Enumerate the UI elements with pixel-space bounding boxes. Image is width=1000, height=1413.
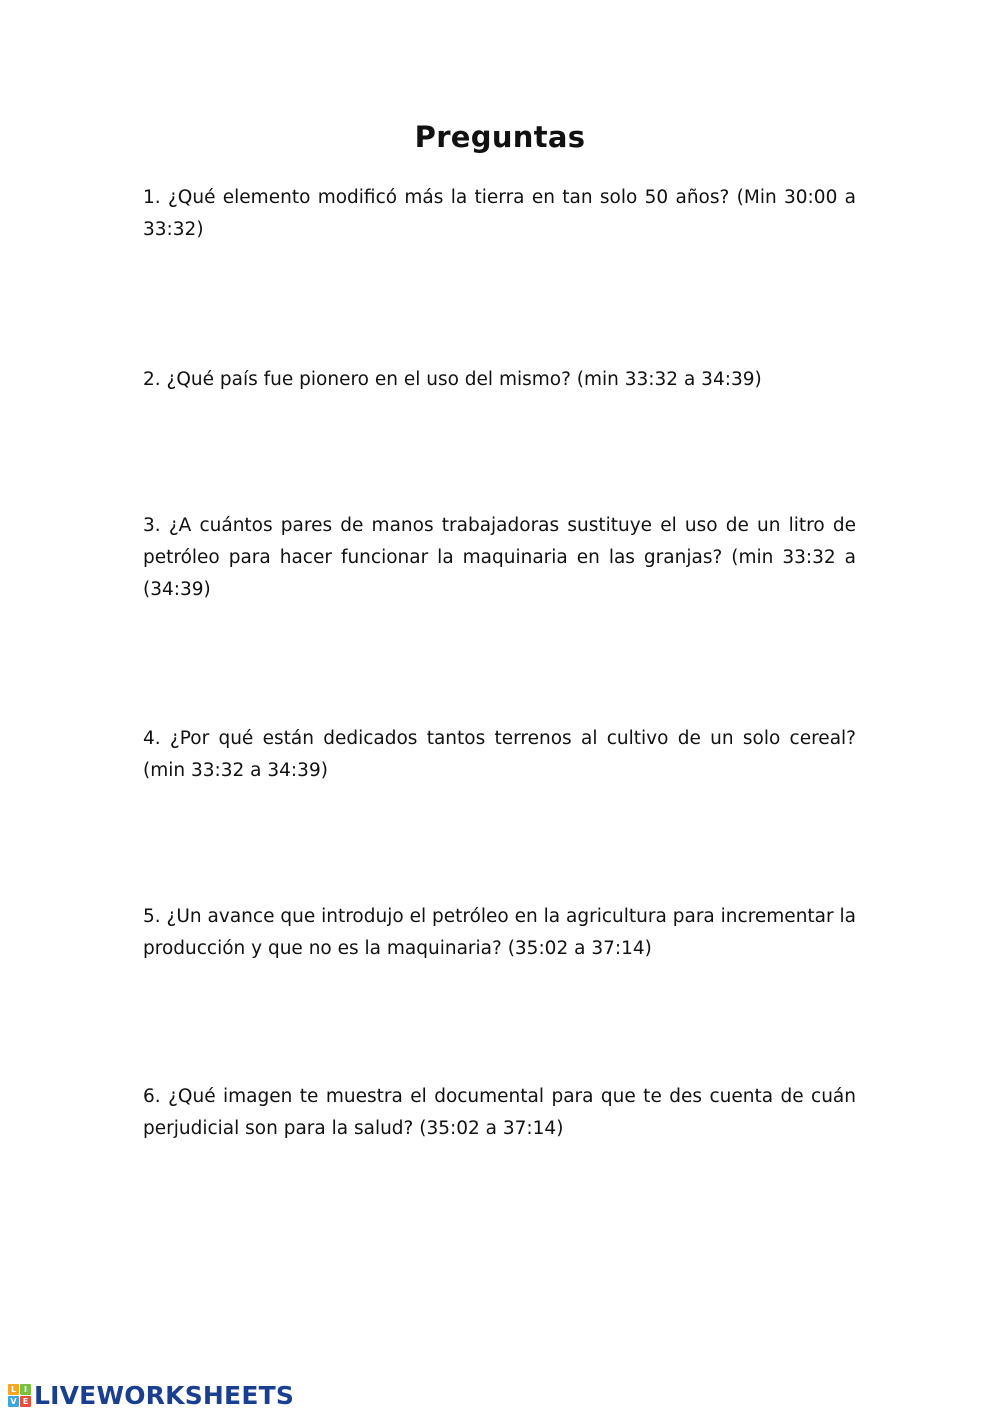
- question-2: 2. ¿Qué país fue pionero en el uso del mismo? (min 33:32 a 34:39): [143, 369, 762, 390]
- question-5: 5. ¿Un avance que introdujo el petróleo en la agricultura para incrementar la producción y que no es la maquinaria? (35:02 a 37:14): [143, 906, 856, 959]
- liveworksheets-logo[interactable]: [8, 1380, 294, 1410]
- logo-cell: V: [8, 1396, 19, 1407]
- page-title: Preguntas: [414, 120, 586, 154]
- logo-cell: E: [20, 1396, 31, 1407]
- logo-cell: L: [8, 1384, 19, 1395]
- question-4: 4. ¿Por qué están dedicados tantos terrenos al cultivo de un solo cereal? (min 33:32 a 34:39): [143, 728, 856, 781]
- logo-cell: I: [20, 1384, 31, 1395]
- logo-text: LIVEWORKSHEETS: [34, 1380, 295, 1410]
- question-3: 3. ¿A cuántos pares de manos trabajadoras sustituye el uso de un litro de petróleo para hacer funcionar la maquinaria en las granjas? (min 33:32 a (34:39): [143, 515, 856, 600]
- question-1: 1. ¿Qué elemento modificó más la tierra en tan solo 50 años? (Min 30:00 a 33:32): [143, 187, 856, 240]
- question-6: 6. ¿Qué imagen te muestra el documental para que te des cuenta de cuán perjudicial son para la salud? (35:02 a 37:14): [143, 1086, 856, 1139]
- liveworksheets-logo-icon: [8, 1384, 31, 1407]
